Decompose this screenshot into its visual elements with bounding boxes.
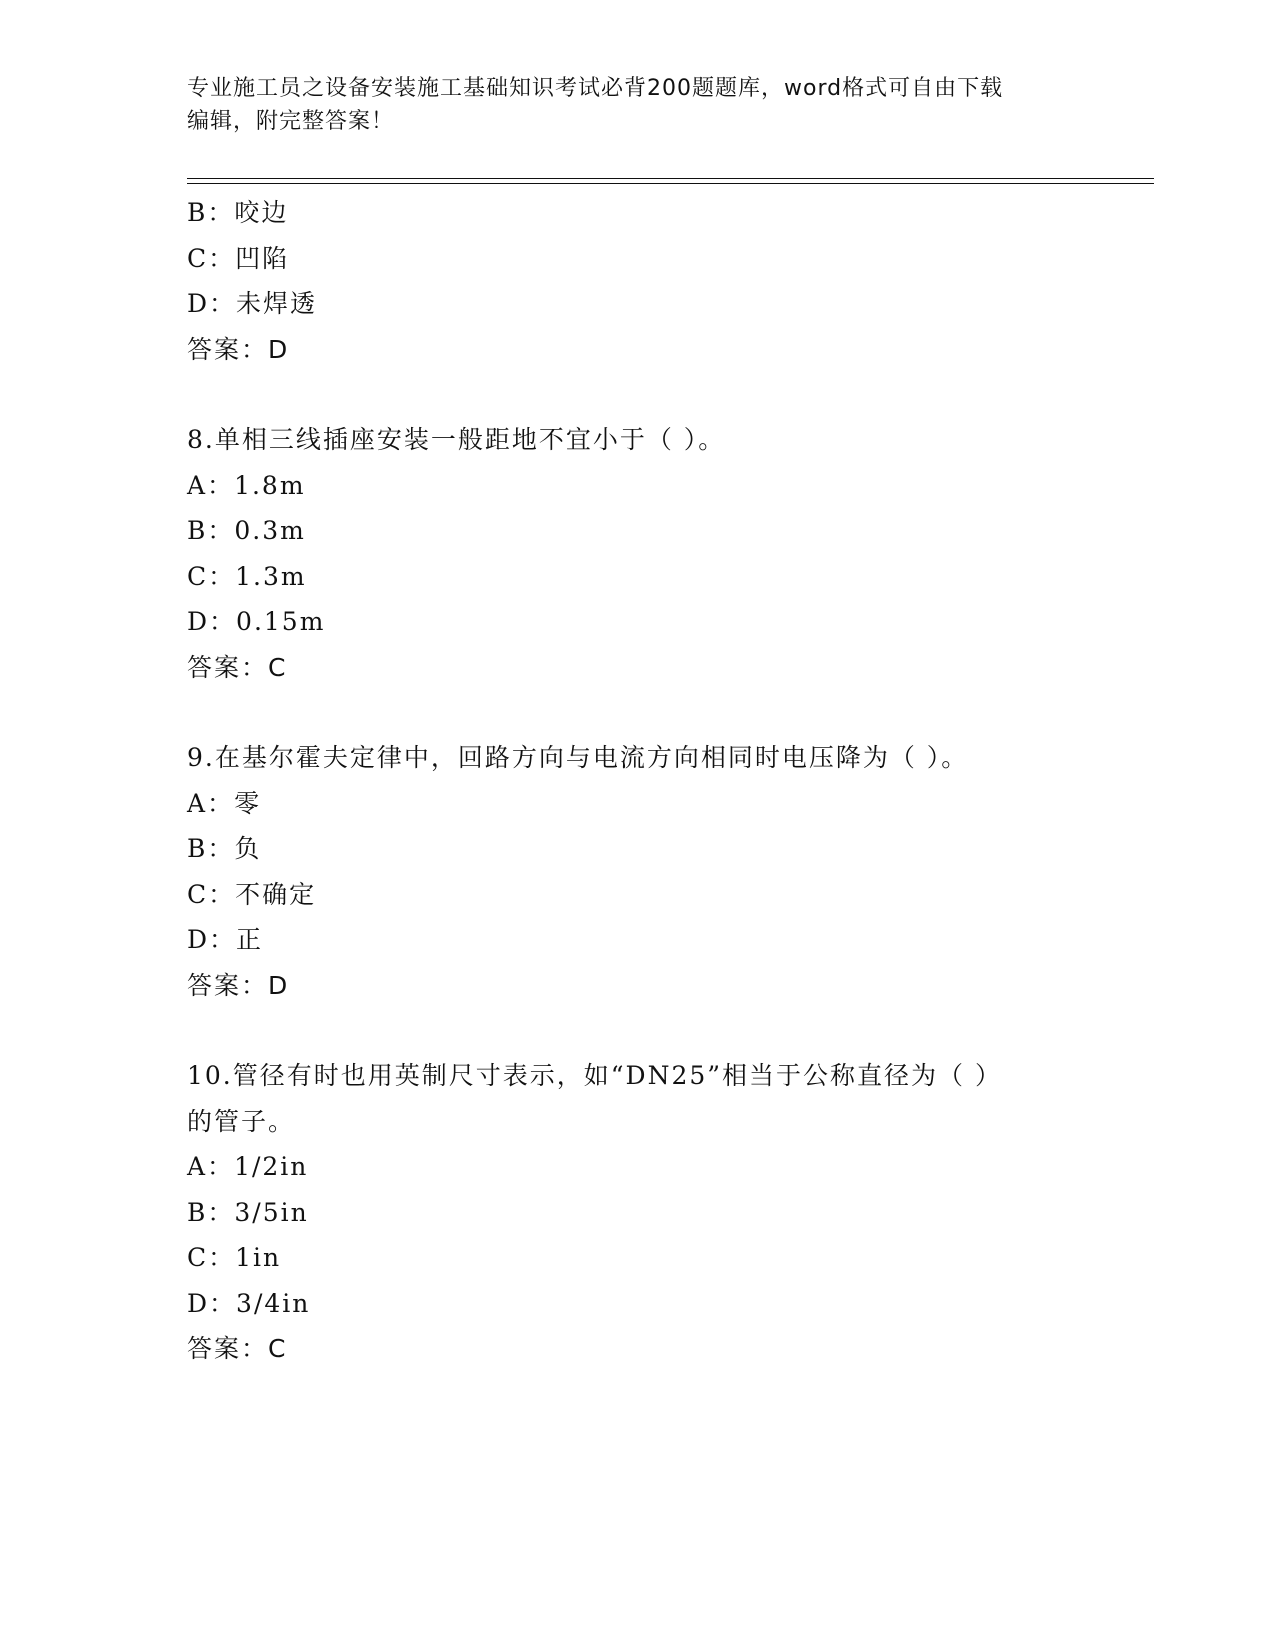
option-b xyxy=(187,1190,1087,1236)
option-letter: C： xyxy=(187,1243,236,1272)
header-divider-bottom xyxy=(187,183,1154,184)
option-text: 负 xyxy=(234,834,262,863)
question-block-7-continued xyxy=(187,190,1087,372)
option-a xyxy=(187,463,1087,509)
question-block-8 xyxy=(187,417,1087,690)
question-block-9 xyxy=(187,735,1087,1008)
option-text: 1/2in xyxy=(234,1152,309,1181)
question-stem-line-1: 10.管径有时也用英制尺寸表示，如“DN25”相当于公称直径为（ ） xyxy=(187,1061,1002,1090)
option-text: 未焊透 xyxy=(236,289,318,318)
option-b xyxy=(187,508,1087,554)
option-b xyxy=(187,826,1087,872)
option-b xyxy=(187,190,1087,236)
answer-line: 答案：C xyxy=(187,1334,288,1363)
question-stem: 8.单相三线插座安装一般距地不宜小于（ ）。 xyxy=(187,425,726,454)
option-text: 不确定 xyxy=(235,879,317,909)
option-c xyxy=(187,236,1087,282)
option-letter: B： xyxy=(187,516,235,545)
option-letter: A： xyxy=(187,788,235,818)
answer-line: 答案：D xyxy=(187,334,290,364)
option-a xyxy=(187,1144,1087,1190)
option-text: 咬边 xyxy=(234,198,289,227)
option-c xyxy=(187,872,1087,918)
option-letter: D： xyxy=(187,925,237,954)
option-text: 零 xyxy=(234,788,262,818)
header-title-line-1: 专业施工员之设备安装施工基础知识考试必背200题题库，word格式可自由下载 xyxy=(187,76,1004,101)
option-text: 1.3m xyxy=(235,561,307,591)
option-text: 0.3m xyxy=(234,516,306,545)
option-text: 1.8m xyxy=(234,470,306,500)
option-letter: B： xyxy=(187,834,235,863)
option-d xyxy=(187,917,1087,963)
option-d xyxy=(187,599,1087,645)
option-c xyxy=(187,1235,1087,1281)
option-text: 0.15m xyxy=(236,607,326,636)
option-d xyxy=(187,281,1087,327)
header-title-line-2: 编辑，附完整答案！ xyxy=(187,109,395,134)
option-letter: B： xyxy=(187,1197,235,1227)
option-letter: C： xyxy=(187,243,236,273)
answer-line: 答案：D xyxy=(187,970,290,1000)
option-letter: A： xyxy=(187,470,235,500)
option-d xyxy=(187,1281,1087,1327)
option-letter: A： xyxy=(187,1152,235,1181)
answer-line: 答案：C xyxy=(187,652,288,682)
option-text: 1in xyxy=(235,1243,282,1272)
option-letter: C： xyxy=(187,561,236,591)
option-letter: B： xyxy=(187,198,235,227)
option-text: 3/5in xyxy=(234,1197,309,1227)
option-a xyxy=(187,781,1087,827)
option-letter: D： xyxy=(187,1288,237,1318)
question-stem: 9.在基尔霍夫定律中，回路方向与电流方向相同时电压降为（ ）。 xyxy=(187,743,969,772)
question-list xyxy=(187,190,1087,1372)
question-block-10 xyxy=(187,1053,1087,1372)
option-letter: C： xyxy=(187,879,236,909)
option-text: 3/4in xyxy=(236,1288,311,1318)
option-letter: D： xyxy=(187,289,237,318)
option-text: 正 xyxy=(236,925,264,954)
option-letter: D： xyxy=(187,607,237,636)
option-text: 凹陷 xyxy=(235,243,290,273)
document-header xyxy=(187,72,1067,138)
header-divider-top xyxy=(187,178,1154,179)
option-c xyxy=(187,554,1087,600)
question-stem-line-2: 的管子。 xyxy=(187,1106,296,1136)
